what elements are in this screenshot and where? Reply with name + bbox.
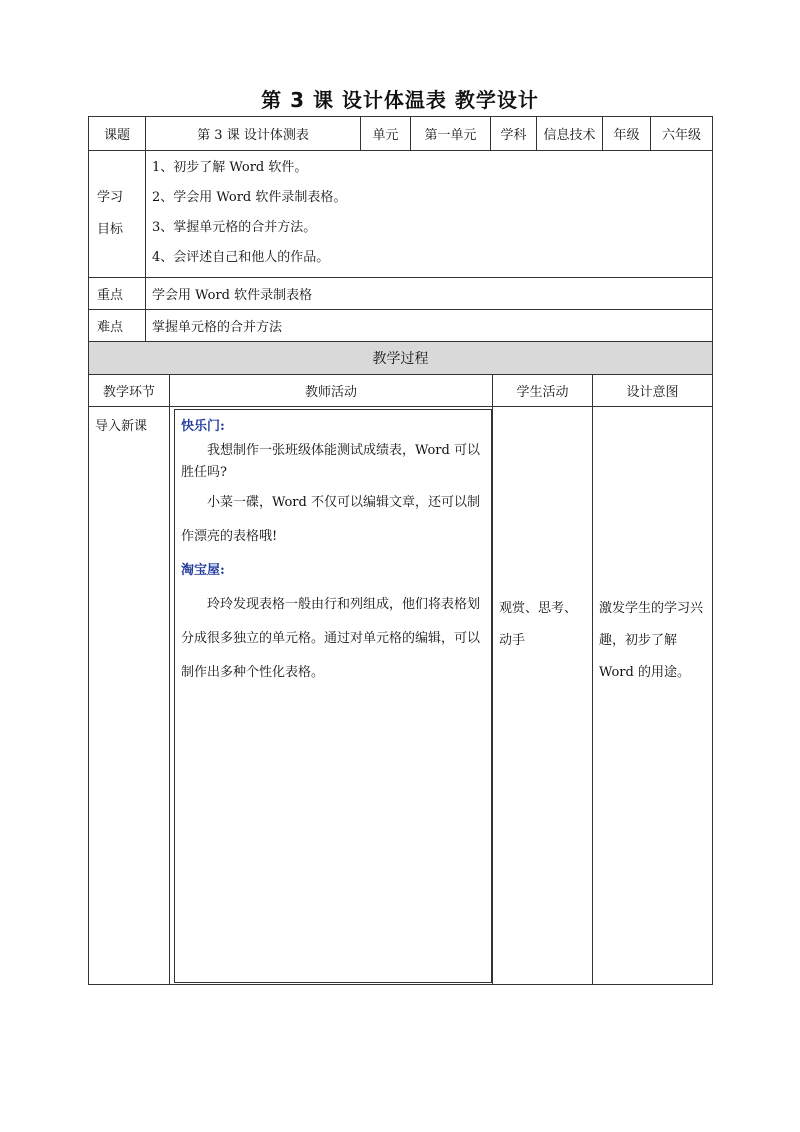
- column-header-stage: 教学环节: [89, 375, 170, 407]
- objectives-label-line-2: 目标: [97, 222, 124, 237]
- difficulty-label: 难点: [89, 310, 146, 342]
- lesson-label: 课题: [89, 117, 146, 151]
- objectives-list: [146, 151, 713, 278]
- stage-cell: [89, 407, 170, 985]
- lesson-plan-sheet: [88, 116, 712, 985]
- teacher-paragraph-1: 我想制作一张班级体能测试成绩表，Word 可以胜任吗?: [181, 443, 480, 480]
- unit-label: 单元: [361, 117, 411, 151]
- design-intent-cell: [593, 407, 713, 985]
- section-title-treasure-house: 淘宝屋:: [181, 563, 225, 578]
- info-table: [88, 116, 713, 342]
- grade-value: 六年级: [651, 117, 713, 151]
- grade-label: 年级: [603, 117, 651, 151]
- difficulty-value: 掌握单元格的合并方法: [146, 310, 713, 342]
- unit-value: 第一单元: [411, 117, 491, 151]
- objective-item-3: 3、掌握单元格的合并方法。: [152, 220, 317, 235]
- column-header-intent: 设计意图: [593, 375, 713, 407]
- page-title: 第 3 课 设计体温表 教学设计: [261, 88, 539, 112]
- objectives-label: [89, 151, 146, 278]
- student-activity-cell: [493, 407, 593, 985]
- teacher-paragraph-2: 小菜一碟，Word 不仅可以编辑文章，还可以制作漂亮的表格哦!: [181, 495, 480, 544]
- teacher-activity-box: [174, 409, 492, 983]
- student-activity-text: 观赏、思考、动手: [499, 601, 578, 648]
- lesson-value: 第 3 课 设计体测表: [146, 117, 361, 151]
- column-header-teacher: 教师活动: [170, 375, 493, 407]
- subject-label: 学科: [491, 117, 537, 151]
- objectives-label-line-1: 学习: [97, 190, 124, 205]
- process-heading: 教学过程: [89, 342, 713, 375]
- stage-label: 导入新课: [95, 419, 148, 434]
- key-point-label: 重点: [89, 278, 146, 310]
- design-intent-text: 激发学生的学习兴趣，初步了解 Word 的用途。: [599, 601, 704, 680]
- subject-value: 信息技术: [537, 117, 603, 151]
- key-point-value: 学会用 Word 软件录制表格: [146, 278, 713, 310]
- teacher-paragraph-3: 玲玲发现表格一般由行和列组成，他们将表格划分成很多独立的单元格。通过对单元格的编辑，可以制作出多种个性化表格。: [181, 597, 481, 680]
- objective-item-4: 4、会评述自己和他人的作品。: [152, 250, 330, 265]
- teacher-activity-cell: [170, 407, 493, 985]
- objective-item-2: 2、学会用 Word 软件录制表格。: [152, 190, 347, 205]
- objective-item-1: 1、初步了解 Word 软件。: [152, 160, 308, 175]
- section-title-happy-door: 快乐门:: [181, 419, 225, 434]
- process-table: [88, 341, 713, 985]
- column-header-student: 学生活动: [493, 375, 593, 407]
